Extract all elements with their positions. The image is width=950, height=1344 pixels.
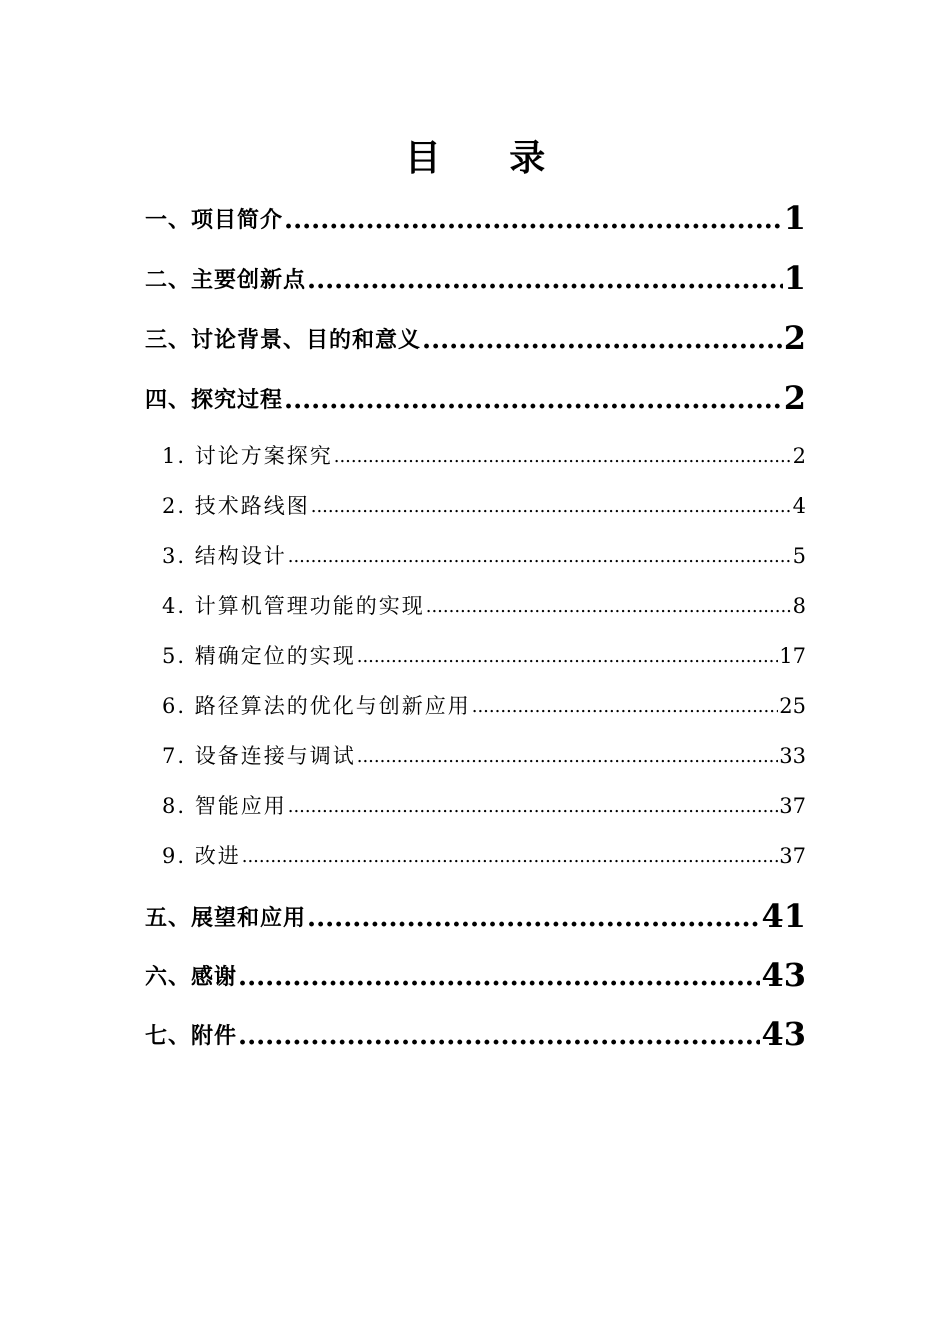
toc-entry-project-intro[interactable] [145,199,806,235]
toc-subentry-5[interactable] [162,640,806,670]
toc-entry-page-number: 43 [761,956,806,994]
toc-title: 目 录 [404,137,574,179]
toc-entry-label: 四、探究过程 [145,387,284,413]
toc-entry-label: 8. 智能应用 [162,794,287,818]
dot-leader [307,265,783,295]
toc-entry-attachments[interactable] [145,1015,806,1051]
toc-subentry-6[interactable] [162,690,806,720]
toc-subentry-4[interactable] [162,590,806,620]
toc-entry-page-number: 1 [783,199,806,237]
toc-subentry-9[interactable] [162,840,806,870]
toc-entry-label: 1. 讨论方案探究 [162,444,333,468]
toc-entry-label: 六、感谢 [145,964,238,990]
dot-leader [284,205,783,235]
toc-entry-page-number: 25 [779,694,806,718]
toc-entry-label: 一、项目简介 [145,207,284,233]
dot-leader [288,792,779,820]
toc-entry-process[interactable] [145,379,806,415]
toc-subentry-1[interactable] [162,440,806,470]
dot-leader [426,592,792,620]
toc-entry-label: 9. 改进 [162,844,241,868]
toc-entry-label: 2. 技术路线图 [162,494,310,518]
toc-subentry-7[interactable] [162,740,806,770]
toc-entry-page-number: 17 [779,644,806,668]
toc-entry-innovations[interactable] [145,259,806,295]
toc-entry-label: 二、主要创新点 [145,267,307,293]
toc-entry-label: 6. 路径算法的优化与创新应用 [162,694,471,718]
dot-leader [422,325,783,355]
toc-entry-page-number: 33 [779,744,806,768]
toc-entry-page-number: 37 [779,844,806,868]
dot-leader [357,642,779,670]
dot-leader [284,385,783,415]
toc-entry-outlook[interactable] [145,897,806,933]
toc-entry-page-number: 2 [783,379,806,417]
toc-subentry-3[interactable] [162,540,806,570]
toc-entry-page-number: 4 [792,494,806,518]
toc-entry-label: 五、展望和应用 [145,905,307,931]
toc-entry-page-number: 37 [779,794,806,818]
toc-entry-page-number: 2 [783,319,806,357]
dot-leader [357,742,779,770]
toc-entry-label: 七、附件 [145,1023,238,1049]
dot-leader [242,842,779,870]
toc-entry-label: 5. 精确定位的实现 [162,644,356,668]
toc-entry-label: 7. 设备连接与调试 [162,744,356,768]
dot-leader [238,1021,760,1051]
toc-entry-thanks[interactable] [145,956,806,992]
toc-subentry-2[interactable] [162,490,806,520]
toc-entry-label: 三、讨论背景、目的和意义 [145,327,422,353]
toc-entry-label: 3. 结构设计 [162,544,287,568]
toc-entry-page-number: 41 [761,897,806,935]
toc-entry-background[interactable] [145,319,806,355]
dot-leader [238,962,760,992]
toc-entry-page-number: 5 [792,544,806,568]
dot-leader [288,542,792,570]
dot-leader [311,492,792,520]
toc-subentry-8[interactable] [162,790,806,820]
toc-entry-page-number: 2 [792,444,806,468]
toc-entry-page-number: 8 [792,594,806,618]
dot-leader [472,692,779,720]
dot-leader [307,903,760,933]
toc-entry-page-number: 43 [761,1015,806,1053]
dot-leader [334,442,792,470]
toc-entry-page-number: 1 [783,259,806,297]
toc-entry-label: 4. 计算机管理功能的实现 [162,594,425,618]
